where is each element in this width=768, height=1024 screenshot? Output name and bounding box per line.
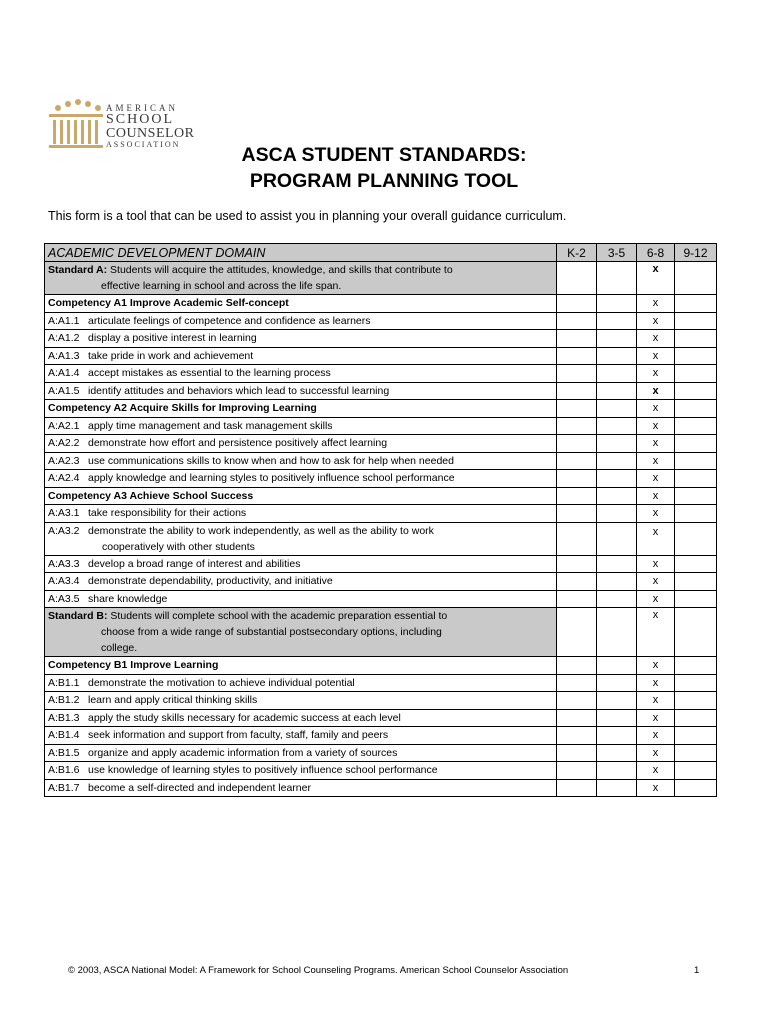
- table-row: [45, 727, 717, 745]
- cell-6-8: x: [637, 522, 675, 555]
- item-text: seek information and support from faculty, staff, family and peers: [88, 729, 389, 741]
- table-row: [45, 470, 717, 488]
- cell-9-12: [675, 709, 717, 727]
- cell-9-12: [675, 452, 717, 470]
- cell-3-5: [597, 674, 637, 692]
- cell-9-12: [675, 295, 717, 313]
- table-row: [45, 762, 717, 780]
- cell-9-12: [675, 762, 717, 780]
- cell-6-8: x: [637, 573, 675, 591]
- cell-9-12: [675, 590, 717, 608]
- item-text: demonstrate the ability to work independently, as well as the ability to work: [88, 524, 434, 537]
- domain-header: ACADEMIC DEVELOPMENT DOMAIN: [45, 244, 557, 262]
- cell-9-12: [675, 657, 717, 675]
- cell-6-8: x: [637, 435, 675, 453]
- item-description: [45, 744, 557, 762]
- item-description: [45, 452, 557, 470]
- item-code: A:A2.4: [48, 472, 80, 484]
- item-code: A:A1.4: [48, 367, 80, 379]
- cell-9-12: [675, 470, 717, 488]
- cell-9-12: [675, 555, 717, 573]
- item-description: [45, 590, 557, 608]
- cell-6-8: x: [637, 417, 675, 435]
- standard-b-description: [45, 608, 557, 657]
- page-number: 1: [694, 965, 700, 976]
- item-code: A:A2.1: [48, 419, 80, 432]
- cell-k2: [557, 365, 597, 383]
- item-description: [45, 762, 557, 780]
- cell-6-8: x: [637, 692, 675, 710]
- cell-9-12: [675, 400, 717, 418]
- cell-6-8: x: [637, 674, 675, 692]
- item-description: [45, 330, 557, 348]
- cell-3-5: [597, 312, 637, 330]
- item-text: develop a broad range of interest and abilities: [88, 557, 301, 570]
- cell-3-5: [597, 400, 637, 418]
- item-text: apply the study skills necessary for academic success at each level: [88, 711, 401, 724]
- cell-9-12: [675, 674, 717, 692]
- cell-3-5: [597, 382, 637, 400]
- item-text: take pride in work and achievement: [88, 349, 254, 362]
- item-code: A:A3.2: [48, 524, 80, 537]
- planning-table: [44, 243, 717, 797]
- cell-k2: [557, 762, 597, 780]
- competency-row: [45, 295, 717, 313]
- cell-9-12: [675, 573, 717, 591]
- table-row: [45, 709, 717, 727]
- cell-6-8: x: [637, 727, 675, 745]
- table-header-row: [45, 244, 717, 262]
- intro-text: This form is a tool that can be used to assist you in planning your overall guidance curriculum.: [48, 209, 567, 223]
- table-row: [45, 590, 717, 608]
- cell-3-5: [597, 590, 637, 608]
- competency-row: [45, 400, 717, 418]
- cell-3-5: [597, 744, 637, 762]
- table-row: [45, 692, 717, 710]
- cell-k2: [557, 505, 597, 523]
- table-row: [45, 522, 717, 555]
- item-code: A:B1.7: [48, 781, 80, 794]
- cell-3-5: [597, 347, 637, 365]
- item-code: A:A1.5: [48, 384, 80, 397]
- cell-9-12: [675, 692, 717, 710]
- table-row: [45, 505, 717, 523]
- column-header-9-12: 9-12: [675, 244, 717, 262]
- standard-b-line2: choose from a wide range of substantial postsecondary options, including: [101, 626, 442, 638]
- item-text: identify attitudes and behaviors which lead to successful learning: [88, 384, 390, 397]
- cell-9-12: [675, 330, 717, 348]
- item-code: A:A1.2: [48, 332, 80, 344]
- item-text: learn and apply critical thinking skills: [88, 694, 258, 706]
- item-text: demonstrate the motivation to achieve individual potential: [88, 676, 355, 689]
- cell-3-5: [597, 709, 637, 727]
- table-row: [45, 452, 717, 470]
- item-text: demonstrate dependability, productivity, and initiative: [88, 575, 333, 587]
- item-description: [45, 347, 557, 365]
- logo-line-3: COUNSELOR: [106, 126, 195, 141]
- competency-a3: Competency A3 Achieve School Success: [45, 487, 557, 505]
- cell-k2: [557, 487, 597, 505]
- item-description: [45, 709, 557, 727]
- item-text: share knowledge: [88, 592, 168, 605]
- competency-row: [45, 657, 717, 675]
- item-text: take responsibility for their actions: [88, 507, 247, 519]
- item-description: [45, 382, 557, 400]
- cell-6-8: x: [637, 400, 675, 418]
- cell-6-8: x: [637, 365, 675, 383]
- cell-6-8: x: [637, 657, 675, 675]
- cell-6-8: x: [637, 555, 675, 573]
- cell-3-5: [597, 365, 637, 383]
- cell-3-5: [597, 330, 637, 348]
- table-row: [45, 365, 717, 383]
- competency-b1: Competency B1 Improve Learning: [45, 657, 557, 675]
- column-header-k2: K-2: [557, 244, 597, 262]
- cell-3-5: [597, 779, 637, 797]
- table-row: [45, 312, 717, 330]
- item-code: A:A3.3: [48, 557, 80, 570]
- item-description: [45, 522, 557, 555]
- item-text: apply knowledge and learning styles to positively influence school performance: [88, 472, 455, 484]
- standard-a-description: [45, 262, 557, 295]
- cell-3-5: [597, 727, 637, 745]
- page-title-line-2: PROGRAM PLANNING TOOL: [249, 170, 519, 192]
- cell-k2: [557, 608, 597, 657]
- cell-9-12: [675, 522, 717, 555]
- cell-k2: [557, 590, 597, 608]
- item-text: apply time management and task management skills: [88, 419, 333, 432]
- item-text-continued: cooperatively with other students: [102, 540, 255, 553]
- footer-copyright: © 2003, ASCA National Model: A Framework for School Counseling Programs. American School Counselor Association: [68, 965, 569, 976]
- item-description: [45, 692, 557, 710]
- table-row: [45, 435, 717, 453]
- cell-3-5: [597, 573, 637, 591]
- item-text: use knowledge of learning styles to positively influence school performance: [88, 764, 438, 776]
- cell-6-8: x: [637, 452, 675, 470]
- standard-a-line1: Students will acquire the attitudes, knowledge, and skills that contribute to: [107, 264, 453, 276]
- cell-3-5: [597, 522, 637, 555]
- cell-3-5: [597, 435, 637, 453]
- item-code: A:B1.4: [48, 729, 80, 741]
- item-text: use communications skills to know when and how to ask for help when needed: [88, 454, 454, 467]
- cell-9-12: [675, 365, 717, 383]
- cell-k2: [557, 452, 597, 470]
- standard-b-line1: Students will complete school with the academic preparation essential to: [107, 610, 448, 622]
- cell-k2: [557, 555, 597, 573]
- cell-6-8: x: [637, 470, 675, 488]
- cell-6-8: x: [637, 347, 675, 365]
- item-code: A:B1.6: [48, 764, 80, 776]
- item-description: [45, 505, 557, 523]
- item-description: [45, 573, 557, 591]
- cell-3-5: [597, 295, 637, 313]
- cell-k2: [557, 312, 597, 330]
- item-description: [45, 779, 557, 797]
- item-description: [45, 555, 557, 573]
- page-title-line-1: ASCA STUDENT STANDARDS:: [241, 144, 527, 166]
- item-text: display a positive interest in learning: [88, 332, 257, 344]
- cell-k2: [557, 727, 597, 745]
- cell-3-5: [597, 417, 637, 435]
- table-row: [45, 330, 717, 348]
- table-row: [45, 779, 717, 797]
- table-row: [45, 555, 717, 573]
- item-description: [45, 727, 557, 745]
- cell-k2: [557, 295, 597, 313]
- cell-k2: [557, 347, 597, 365]
- item-text: become a self-directed and independent learner: [88, 781, 311, 794]
- item-code: A:B1.1: [48, 676, 80, 689]
- item-text: articulate feelings of competence and confidence as learners: [88, 314, 371, 327]
- cell-3-5: [597, 555, 637, 573]
- cell-3-5: [597, 692, 637, 710]
- cell-9-12: [675, 417, 717, 435]
- table-row: [45, 382, 717, 400]
- cell-k2: [557, 435, 597, 453]
- cell-9-12: [675, 435, 717, 453]
- cell-k2: [557, 382, 597, 400]
- cell-3-5: [597, 487, 637, 505]
- item-code: A:B1.5: [48, 746, 80, 759]
- cell-k2: [557, 262, 597, 295]
- item-description: [45, 365, 557, 383]
- cell-3-5: [597, 470, 637, 488]
- cell-3-5: [597, 657, 637, 675]
- cell-9-12: [675, 312, 717, 330]
- cell-6-8: x: [637, 312, 675, 330]
- cell-k2: [557, 417, 597, 435]
- table-row: [45, 417, 717, 435]
- cell-9-12: [675, 347, 717, 365]
- table-row: [45, 573, 717, 591]
- cell-3-5: [597, 608, 637, 657]
- column-header-3-5: 3-5: [597, 244, 637, 262]
- cell-k2: [557, 744, 597, 762]
- cell-6-8: x: [637, 505, 675, 523]
- cell-3-5: [597, 505, 637, 523]
- cell-6-8: x: [637, 262, 675, 295]
- cell-9-12: [675, 727, 717, 745]
- cell-k2: [557, 657, 597, 675]
- competency-a2: Competency A2 Acquire Skills for Improving Learning: [45, 400, 557, 418]
- cell-k2: [557, 692, 597, 710]
- item-text: demonstrate how effort and persistence positively affect learning: [88, 437, 388, 449]
- item-code: A:A2.3: [48, 454, 80, 467]
- cell-6-8: x: [637, 382, 675, 400]
- cell-k2: [557, 470, 597, 488]
- cell-9-12: [675, 487, 717, 505]
- item-description: [45, 470, 557, 488]
- cell-3-5: [597, 762, 637, 780]
- standard-a-line2: effective learning in school and across the life span.: [101, 280, 342, 292]
- logo-wordmark: [106, 104, 195, 149]
- cell-3-5: [597, 452, 637, 470]
- cell-k2: [557, 709, 597, 727]
- logo-line-1: AMERICAN: [106, 103, 179, 113]
- item-code: A:A3.1: [48, 507, 80, 519]
- standard-a-label: Standard A:: [48, 264, 108, 276]
- cell-9-12: [675, 608, 717, 657]
- item-text: organize and apply academic information from a variety of sources: [88, 746, 398, 759]
- competency-row: [45, 487, 717, 505]
- logo-line-4: ASSOCIATION: [106, 140, 181, 149]
- table-row: [45, 674, 717, 692]
- standard-b-label: Standard B:: [48, 610, 108, 622]
- cell-9-12: [675, 744, 717, 762]
- item-description: [45, 312, 557, 330]
- cell-6-8: x: [637, 779, 675, 797]
- cell-6-8: x: [637, 608, 675, 657]
- logo-line-2: SCHOOL: [106, 112, 175, 127]
- table-row: [45, 744, 717, 762]
- item-code: A:A1.1: [48, 314, 80, 327]
- item-code: A:B1.3: [48, 711, 80, 724]
- cell-k2: [557, 522, 597, 555]
- standard-a-row: [45, 262, 717, 295]
- item-description: [45, 435, 557, 453]
- item-code: A:A1.3: [48, 349, 80, 362]
- cell-6-8: x: [637, 744, 675, 762]
- cell-k2: [557, 779, 597, 797]
- item-code: A:A2.2: [48, 437, 80, 449]
- cell-9-12: [675, 262, 717, 295]
- cell-3-5: [597, 262, 637, 295]
- competency-a1: Competency A1 Improve Academic Self-concept: [45, 295, 557, 313]
- cell-6-8: x: [637, 330, 675, 348]
- standard-b-line3: college.: [101, 642, 138, 654]
- cell-6-8: x: [637, 590, 675, 608]
- item-code: A:B1.2: [48, 694, 80, 706]
- cell-k2: [557, 573, 597, 591]
- cell-9-12: [675, 505, 717, 523]
- cell-6-8: x: [637, 295, 675, 313]
- cell-k2: [557, 330, 597, 348]
- cell-k2: [557, 400, 597, 418]
- column-header-6-8: 6-8: [637, 244, 675, 262]
- cell-9-12: [675, 779, 717, 797]
- item-text: accept mistakes as essential to the learning process: [88, 367, 331, 379]
- standard-b-row: [45, 608, 717, 657]
- cell-9-12: [675, 382, 717, 400]
- cell-6-8: x: [637, 487, 675, 505]
- item-code: A:A3.5: [48, 592, 80, 605]
- cell-6-8: x: [637, 762, 675, 780]
- cell-k2: [557, 674, 597, 692]
- cell-6-8: x: [637, 709, 675, 727]
- item-code: A:A3.4: [48, 575, 80, 587]
- table-row: [45, 347, 717, 365]
- item-description: [45, 417, 557, 435]
- item-description: [45, 674, 557, 692]
